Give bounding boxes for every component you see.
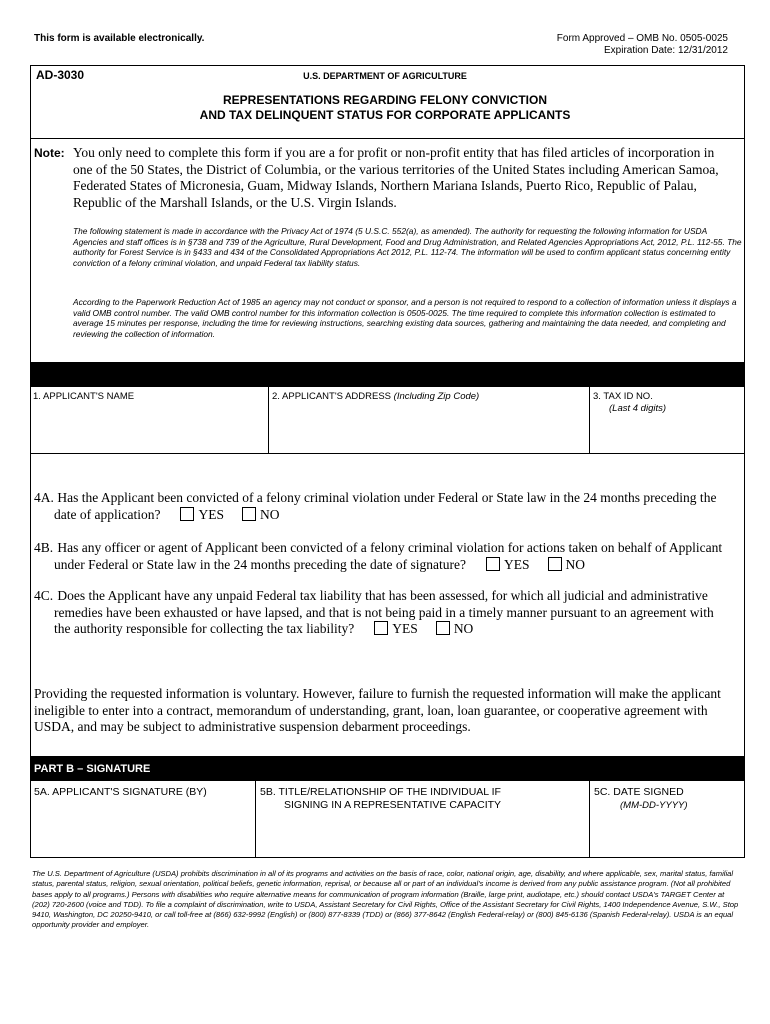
privacy-act-statement: The following statement is made in accordance with the Privacy Act of 1974 (5 U.S.C. 552(a), as amended). The authority for requesting the following information for USDA Agencies and staff offices is in §738 and 739 of the Agriculture, Rural Development, Food and Drug Administration, and Related Agencies Appropriations Act, 2012, P.L. 112-55. The authority for Forest Service is in §433 and 434 of the Consolidated Appropriations Act 2012, P.L. 112-74. The information will be used to confirm applicant status concerning entity conviction of a felony criminal violation, and unpaid Federal tax liability status. xyxy=(73,226,742,269)
form-number: AD-3030 xyxy=(36,68,85,82)
title-divider xyxy=(30,138,745,139)
q4b-text-cont: under Federal or State law in the 24 months preceding the date of signature? xyxy=(54,556,466,572)
note-label: Note: xyxy=(34,146,65,160)
applicant-name-label: 1. APPLICANT'S NAME xyxy=(33,391,135,402)
q4a-number: 4A. xyxy=(34,490,54,505)
omb-number: Form Approved – OMB No. 0505-0025 xyxy=(556,33,728,44)
q4a-no-checkbox[interactable] xyxy=(242,507,256,521)
q4a-text-cont: date of application? xyxy=(54,506,161,522)
q4c-no-label: NO xyxy=(453,621,474,636)
q4c-text: Does the Applicant have any unpaid Federal tax liability that has been assessed, for which all judicial and administrative xyxy=(57,588,708,603)
question-4b xyxy=(34,540,744,573)
form-title xyxy=(0,93,770,123)
title-relationship-line1: 5B. TITLE/RELATIONSHIP OF THE INDIVIDUAL IF xyxy=(260,786,501,798)
question-4c xyxy=(34,588,744,638)
omb-approval-block xyxy=(557,33,728,57)
applicant-info-row xyxy=(30,387,745,454)
q4c-no-checkbox[interactable] xyxy=(436,621,450,635)
tax-id-label-text: 3. TAX ID NO. xyxy=(593,391,653,402)
tax-id-hint: (Last 4 digits) xyxy=(609,403,667,414)
nondiscrimination-statement: The U.S. Department of Agriculture (USDA) prohibits discrimination in all of its programs and activities on the basis of race, color, national origin, age, disability, and where applicable, sex, marital status, familial status, parental status, religion, sexual orientation, political beliefs, genetic information, reprisal, or because all or part of an individual's income is derived from any public assistance program. (Not all prohibited bases apply to all programs.) Persons with disabilities who require alternative means for communication of program information (Braille, large print, audiotape, etc.) should contact USDA's TARGET Center at (202) 720-2600 (voice and TDD). To file a complaint of discrimination, write to USDA, Assistant Secretary for Civil Rights, Office of the Assistant Secretary for Civil Rights, 1400 Independence Avenue, S.W., Stop 9410, Washington, DC 20250-9410, or call toll-free at (866) 632-9992 (English) or (800) 877-8339 (TDD) or (866) 377-8642 (English Federal-relay) or (800) 845-6136 (Spanish Federal-relay). USDA is an equal opportunity provider and employer. xyxy=(32,869,739,930)
signature-label: 5A. APPLICANT'S SIGNATURE (BY) xyxy=(34,786,207,798)
expiration-date: Expiration Date: 12/31/2012 xyxy=(604,45,728,56)
address-hint: (Including Zip Code) xyxy=(393,391,480,402)
question-4a xyxy=(34,490,744,523)
date-signed-label xyxy=(594,786,688,812)
applicant-signature-field[interactable] xyxy=(30,781,256,858)
voluntary-disclosure-statement: Providing the requested information is voluntary. However, failure to furnish the requested information will make the applicant ineligible to enter into a contract, memorandum of understanding, grant, loan, loan guarantee, or cooperative agreement with USDA, and may be subject to administrative suspension debarment proceedings. xyxy=(34,686,721,734)
q4a-yes-checkbox[interactable] xyxy=(180,507,194,521)
q4b-yes-label: YES xyxy=(504,556,530,572)
q4b-number: 4B. xyxy=(34,540,54,555)
applicant-address-field[interactable] xyxy=(269,387,590,453)
q4a-text: Has the Applicant been convicted of a felony criminal violation under Federal or State law in the 24 months preceding the xyxy=(57,490,717,505)
form-title-line1: REPRESENTATIONS REGARDING FELONY CONVICTION xyxy=(222,93,548,107)
q4b-text: Has any officer or agent of Applicant been convicted of a felony criminal violation for actions taken on behalf of Applicant xyxy=(57,540,723,555)
signature-row xyxy=(30,781,745,858)
q4a-yes-label: YES xyxy=(198,506,224,522)
q4c-yes-checkbox[interactable] xyxy=(374,621,388,635)
q4b-no-label: NO xyxy=(565,556,586,572)
applicant-address-label xyxy=(272,391,479,403)
date-format-hint: (MM-DD-YYYY) xyxy=(620,800,688,811)
availability-notice: This form is available electronically. xyxy=(34,33,205,44)
form-title-line2: AND TAX DELINQUENT STATUS FOR CORPORATE APPLICANTS xyxy=(199,108,571,122)
tax-id-field[interactable] xyxy=(590,387,745,453)
q4c-text-line2: remedies have been exhausted or have lapsed, and that is not being paid in a timely manner pursuant to an agreement with xyxy=(54,604,714,620)
title-relationship-label xyxy=(260,786,501,812)
applicant-name-field[interactable] xyxy=(30,387,269,453)
tax-id-label xyxy=(593,391,666,415)
q4c-yes-label: YES xyxy=(392,621,418,636)
q4c-text-cont: the authority responsible for collecting the tax liability? xyxy=(54,621,355,636)
q4b-yes-checkbox[interactable] xyxy=(486,557,500,571)
title-relationship-field[interactable] xyxy=(256,781,590,858)
note-text: You only need to complete this form if you are a for profit or non-profit entity that has filed articles of incorporation in one of the 50 States, the District of Columbia, or the various territories of the United States including American Samoa, Federated States of Micronesia, Guam, Midway Islands, Northern Mariana Islands, Puerto Rico, Republic of Palau, Republic of the Marshall Islands, or the U.S. Virgin Islands. xyxy=(73,145,719,210)
section-divider-bar xyxy=(30,362,745,387)
q4c-number: 4C. xyxy=(34,588,54,603)
part-b-header: PART B – SIGNATURE xyxy=(30,756,745,781)
department-name: U.S. DEPARTMENT OF AGRICULTURE xyxy=(303,71,467,81)
title-relationship-line2: SIGNING IN A REPRESENTATIVE CAPACITY xyxy=(284,799,502,811)
date-signed-field[interactable] xyxy=(590,781,745,858)
paperwork-reduction-statement: According to the Paperwork Reduction Act of 1985 an agency may not conduct or sponsor, and a person is not required to respond to a collection of information unless it displays a valid OMB control number. The valid OMB control number for this information collection is 0505-0025. The time required to complete this information collection is estimated to average 15 minutes per response, including the time for reviewing instructions, searching existing data sources, gathering and maintaining the data needed, and completing and reviewing the collection of information. xyxy=(73,297,737,340)
address-label-text: 2. APPLICANT'S ADDRESS xyxy=(272,391,392,402)
q4b-no-checkbox[interactable] xyxy=(548,557,562,571)
q4a-no-label: NO xyxy=(259,506,280,522)
date-signed-label-text: 5C. DATE SIGNED xyxy=(594,786,684,798)
